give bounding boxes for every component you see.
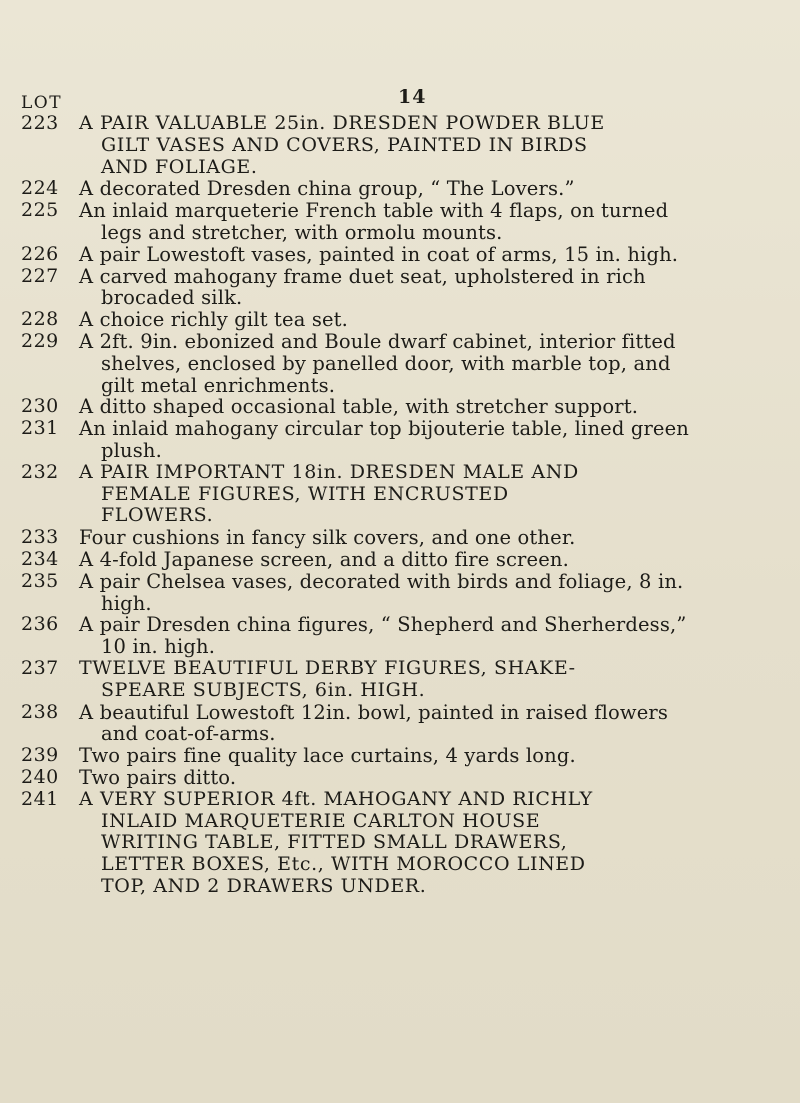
lot-description <box>79 658 781 702</box>
lot-number: 235 <box>21 569 59 592</box>
lot-entry <box>21 266 781 310</box>
lot-description <box>79 309 781 331</box>
description-line: Four cushions in fancy silk covers, and one other. <box>79 526 576 550</box>
lot-number: 227 <box>21 264 59 287</box>
lot-entry <box>21 178 781 200</box>
lot-description <box>79 571 781 615</box>
lot-number: 232 <box>21 460 59 483</box>
lot-description <box>79 745 781 767</box>
lot-number: 225 <box>21 199 59 222</box>
description-line: A 4-fold Japanese screen, and a ditto fire screen. <box>79 547 569 571</box>
lot-description <box>79 113 781 178</box>
lot-description <box>79 527 781 549</box>
lot-list <box>21 113 781 898</box>
lot-entry <box>21 571 781 615</box>
lot-entry <box>21 462 781 527</box>
lot-column-header: LOT <box>21 93 63 113</box>
lot-entry <box>21 789 781 898</box>
description-line: plush. <box>101 438 162 462</box>
lot-number: 223 <box>21 112 59 134</box>
lot-number: 226 <box>21 242 59 265</box>
lot-entry <box>21 527 781 549</box>
lot-number: 229 <box>21 329 59 352</box>
description-line: TWELVE BEAUTIFUL DERBY FIGURES, SHAKE- <box>79 656 576 679</box>
lot-description <box>79 200 781 244</box>
lot-description <box>79 789 781 898</box>
lot-number: 238 <box>21 700 59 723</box>
lot-number: 230 <box>21 395 59 418</box>
description-line: high. <box>101 591 152 615</box>
lot-number: 231 <box>21 417 59 440</box>
lot-number: 234 <box>21 547 59 570</box>
description-line: SPEARE SUBJECTS, 6in. HIGH. <box>101 678 426 701</box>
description-line: An inlaid mahogany circular top bijouterie table, lined green <box>79 417 690 441</box>
lot-number: 228 <box>21 308 59 331</box>
lot-description <box>79 244 781 266</box>
description-line: GILT VASES AND COVERS, PAINTED IN BIRDS <box>101 133 588 156</box>
description-line: legs and stretcher, with ormolu mounts. <box>101 220 503 244</box>
description-line: FEMALE FIGURES, WITH ENCRUSTED <box>101 482 509 505</box>
description-line: gilt metal enrichments. <box>101 373 336 397</box>
description-line: INLAID MARQUETERIE CARLTON HOUSE <box>101 809 541 832</box>
description-line: A pair Dresden china figures, “ Shepherd and Sherherdess,” <box>79 613 687 637</box>
lot-entry <box>21 200 781 244</box>
description-line: TOP, AND 2 DRAWERS UNDER. <box>101 874 427 897</box>
description-line: A beautiful Lowestoft 12in. bowl, painted in raised flowers <box>79 700 669 724</box>
description-line: LETTER BOXES, Etc., WITH MOROCCO LINED <box>101 853 586 876</box>
lot-description <box>79 767 781 789</box>
description-line: A pair Lowestoft vases, painted in coat of arms, 15 in. high. <box>79 242 679 266</box>
description-line: A carved mahogany frame duet seat, upholstered in rich <box>79 264 646 288</box>
lot-number: 224 <box>21 177 59 200</box>
lot-description <box>79 266 781 310</box>
lot-number: 239 <box>21 744 59 767</box>
description-line: AND FOLIAGE. <box>101 155 258 178</box>
lot-entry <box>21 396 781 418</box>
description-line: brocaded silk. <box>101 286 243 310</box>
lot-entry <box>21 244 781 266</box>
lot-description <box>79 418 781 462</box>
lot-number: 240 <box>21 765 59 788</box>
lot-entry <box>21 549 781 571</box>
description-line: 10 in. high. <box>101 635 216 659</box>
lot-entry <box>21 767 781 789</box>
lot-description <box>79 178 781 200</box>
description-line: A VERY SUPERIOR 4ft. MAHOGANY AND RICHLY <box>79 787 593 810</box>
lot-number: 233 <box>21 526 59 549</box>
lot-entry <box>21 309 781 331</box>
description-line: A PAIR VALUABLE 25in. DRESDEN POWDER BLUE <box>79 112 605 134</box>
lot-entry <box>21 658 781 702</box>
description-line: An inlaid marqueterie French table with 4 flaps, on turned <box>79 199 669 223</box>
description-line: and coat-of-arms. <box>101 722 276 746</box>
description-line: A decorated Dresden china group, “ The Lovers.” <box>79 177 575 201</box>
description-line: Two pairs ditto. <box>79 765 237 789</box>
lot-description <box>79 549 781 571</box>
description-line: A PAIR IMPORTANT 18in. DRESDEN MALE AND <box>79 460 579 483</box>
lot-entry <box>21 418 781 462</box>
lot-number: 237 <box>21 656 59 679</box>
lot-entry <box>21 702 781 746</box>
lot-description <box>79 331 781 396</box>
lot-description <box>79 702 781 746</box>
description-line: A choice richly gilt tea set. <box>79 308 349 332</box>
description-line: A pair Chelsea vases, decorated with birds and foliage, 8 in. <box>79 569 684 593</box>
description-line: A ditto shaped occasional table, with stretcher support. <box>79 395 639 419</box>
lot-entry <box>21 113 781 178</box>
description-line: A 2ft. 9in. ebonized and Boule dwarf cabinet, interior fitted <box>79 329 676 353</box>
description-line: shelves, enclosed by panelled door, with marble top, and <box>101 351 671 375</box>
lot-entry <box>21 745 781 767</box>
lot-description <box>79 396 781 418</box>
description-line: WRITING TABLE, FITTED SMALL DRAWERS, <box>101 831 568 854</box>
lot-number: 241 <box>21 787 59 810</box>
lot-entry <box>21 614 781 658</box>
lot-entry <box>21 331 781 396</box>
lot-description <box>79 614 781 658</box>
lot-number: 236 <box>21 613 59 636</box>
lot-description <box>79 462 781 527</box>
description-line: Two pairs fine quality lace curtains, 4 yards long. <box>79 744 576 768</box>
description-line: FLOWERS. <box>101 504 214 527</box>
page-number: 14 <box>398 86 427 108</box>
